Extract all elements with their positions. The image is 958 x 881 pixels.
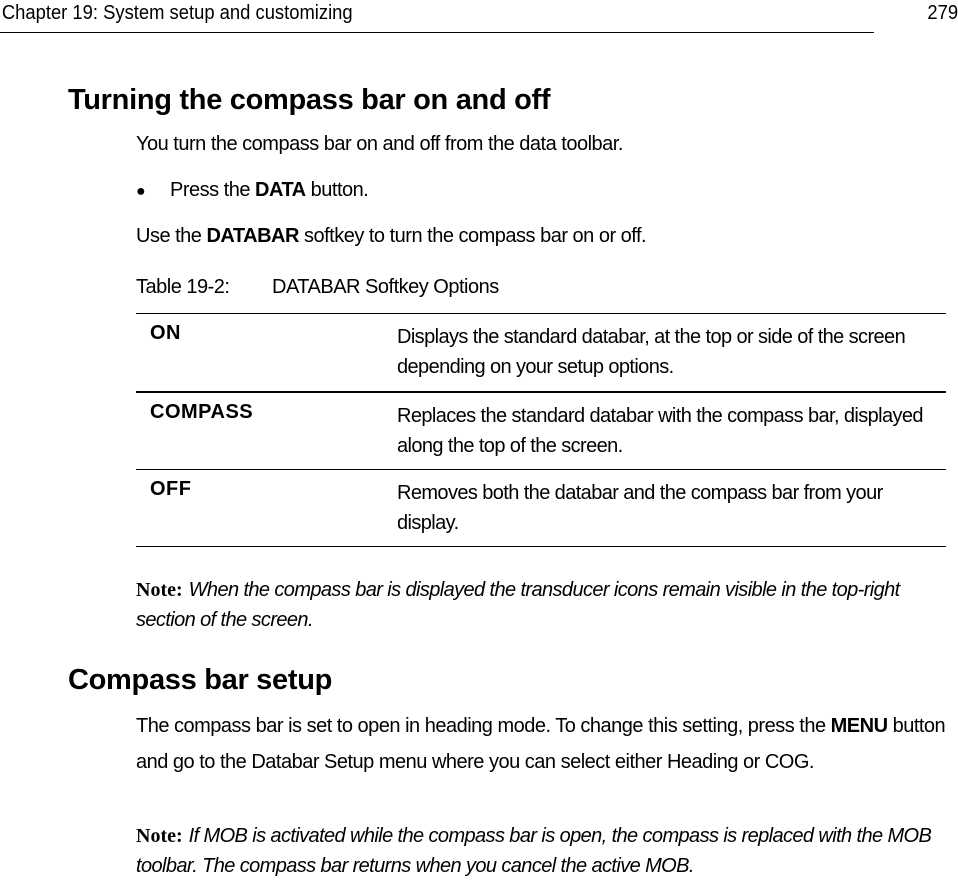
table-title: DATABAR Softkey Options bbox=[272, 276, 499, 298]
option-description: Removes both the databar and the compass bar from your display. bbox=[397, 482, 883, 534]
note-text: If MOB is activated while the compass bar is open, the compass is replaced with the MOB toolbar. The compass bar returns when you cancel the active MOB. bbox=[136, 825, 932, 877]
note-label: Note: bbox=[136, 579, 183, 601]
option-key: ON bbox=[150, 322, 181, 344]
section-heading-compass-setup: Compass bar setup bbox=[68, 664, 333, 696]
setup-paragraph: The compass bar is set to open in heading mode. To change this setting, press the MENU button and go to the Databar Setup menu where you can select either Heading or COG. bbox=[136, 715, 946, 773]
databar-key-label: DATABAR bbox=[206, 225, 299, 247]
table-row bbox=[136, 470, 946, 547]
note-text: When the compass bar is displayed the transducer icons remain visible in the top-right section of the screen. bbox=[136, 579, 900, 631]
note-mob bbox=[136, 821, 948, 881]
option-key: COMPASS bbox=[150, 400, 254, 423]
bullet-icon: ● bbox=[136, 183, 146, 200]
data-key-label: DATA bbox=[255, 179, 306, 201]
page-number: 279 bbox=[927, 2, 958, 24]
table-caption bbox=[136, 276, 499, 299]
option-key: OFF bbox=[150, 478, 192, 500]
note-transducer-icons bbox=[136, 575, 948, 635]
table-number: Table 19-2: bbox=[136, 276, 230, 298]
option-description: Replaces the standard databar with the compass bar, displayed along the top of the screen. bbox=[397, 404, 923, 457]
option-description: Displays the standard databar, at the top or side of the screen depending on your setup options. bbox=[397, 326, 906, 378]
chapter-title: Chapter 19: System setup and customizing bbox=[1, 2, 353, 24]
table-row bbox=[136, 314, 946, 392]
table-row bbox=[136, 392, 946, 470]
databar-options-table bbox=[136, 313, 946, 547]
note-label: Note: bbox=[136, 825, 183, 847]
databar-instruction: Use the DATABAR softkey to turn the compass bar on or off. bbox=[136, 225, 647, 247]
intro-paragraph: You turn the compass bar on and off from the data toolbar. bbox=[136, 133, 623, 155]
section-heading-compass-toggle: Turning the compass bar on and off bbox=[68, 84, 551, 116]
page-header bbox=[0, 0, 958, 33]
menu-key-label: MENU bbox=[830, 715, 888, 737]
bullet-item: ● Press the DATA button. bbox=[136, 176, 368, 206]
